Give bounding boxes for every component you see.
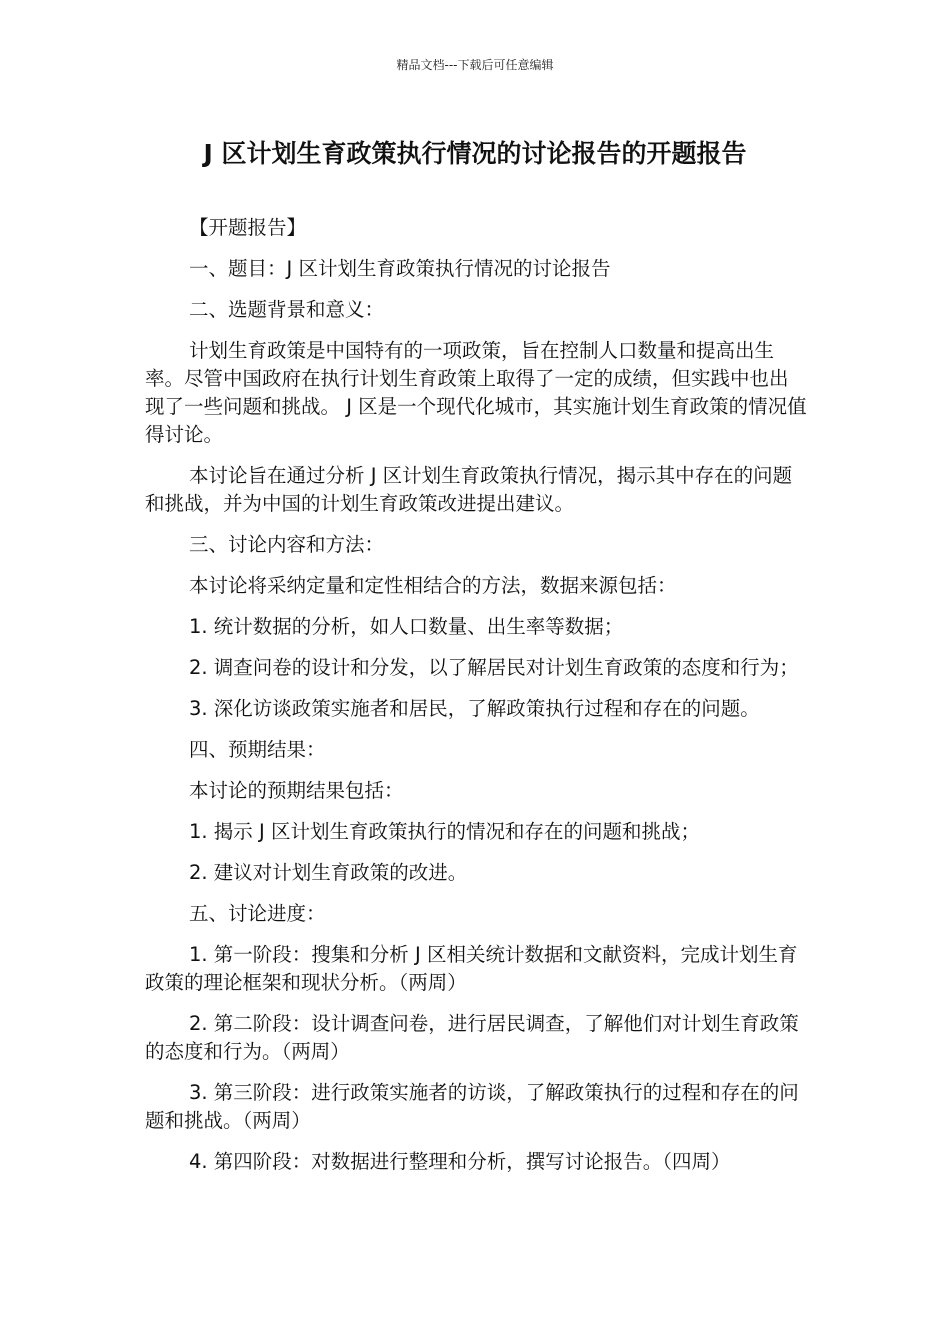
heading-methods: 三、讨论内容和方法：: [189, 533, 385, 556]
list-item-result-1: 1. 揭示 J 区计划生育政策执行的情况和存在的问题和挑战；: [189, 820, 700, 843]
document-body: [145, 214, 807, 1189]
paragraph-background: 计划生育政策是中国特有的一项政策，旨在控制人口数量和提高出生率。尽管中国政府在执行计划生育政策上取得了一定的成绩，但实践中也出现了一些问题和挑战。 J 区是一个现代化城市，其实施计划生育政策的情况值得讨论。: [145, 339, 807, 446]
paragraph-purpose: 本讨论旨在通过分析 J 区计划生育政策执行情况，揭示其中存在的问题和挑战，并为中国的计划生育政策改进提出建议。: [145, 464, 793, 515]
heading-schedule: 五、讨论进度：: [189, 902, 326, 925]
list-item-method-2: 2. 调查问卷的设计和分发，以了解居民对计划生育政策的态度和行为；: [189, 656, 799, 679]
paragraph-results-intro: 本讨论的预期结果包括：: [189, 779, 404, 802]
heading-expected-results: 四、预期结果：: [189, 738, 326, 761]
list-item-stage-2: 2. 第二阶段：设计调查问卷，进行居民调查，了解他们对计划生育政策的态度和行为。（两周）: [145, 1012, 799, 1063]
list-item-stage-1: 1. 第一阶段：搜集和分析 J 区相关统计数据和文献资料，完成计划生育政策的理论框架和现状分析。（两周）: [145, 943, 798, 994]
list-item-stage-4: 4. 第四阶段：对数据进行整理和分析，撰写讨论报告。（四周）: [189, 1150, 731, 1173]
heading-background: 二、选题背景和意义：: [189, 298, 385, 321]
list-item-method-3: 3. 深化访谈政策实施者和居民，了解政策执行过程和存在的问题。: [189, 697, 760, 720]
paragraph-topic: 一、题目：J 区计划生育政策执行情况的讨论报告: [189, 257, 611, 280]
list-item-stage-3: 3. 第三阶段：进行政策实施者的访谈，了解政策执行的过程和存在的问题和挑战。（两周）: [145, 1081, 799, 1132]
header-note: 精品文档---下载后可任意编辑: [396, 58, 554, 72]
paragraph-section-label: 【开题报告】: [189, 216, 307, 239]
list-item-method-1: 1. 统计数据的分析，如人口数量、出生率等数据；: [189, 615, 624, 638]
paragraph-methods-intro: 本讨论将采纳定量和定性相结合的方法，数据来源包括：: [189, 574, 677, 597]
document-title: J 区计划生育政策执行情况的讨论报告的开题报告: [203, 139, 747, 168]
list-item-result-2: 2. 建议对计划生育政策的改进。: [189, 861, 468, 884]
